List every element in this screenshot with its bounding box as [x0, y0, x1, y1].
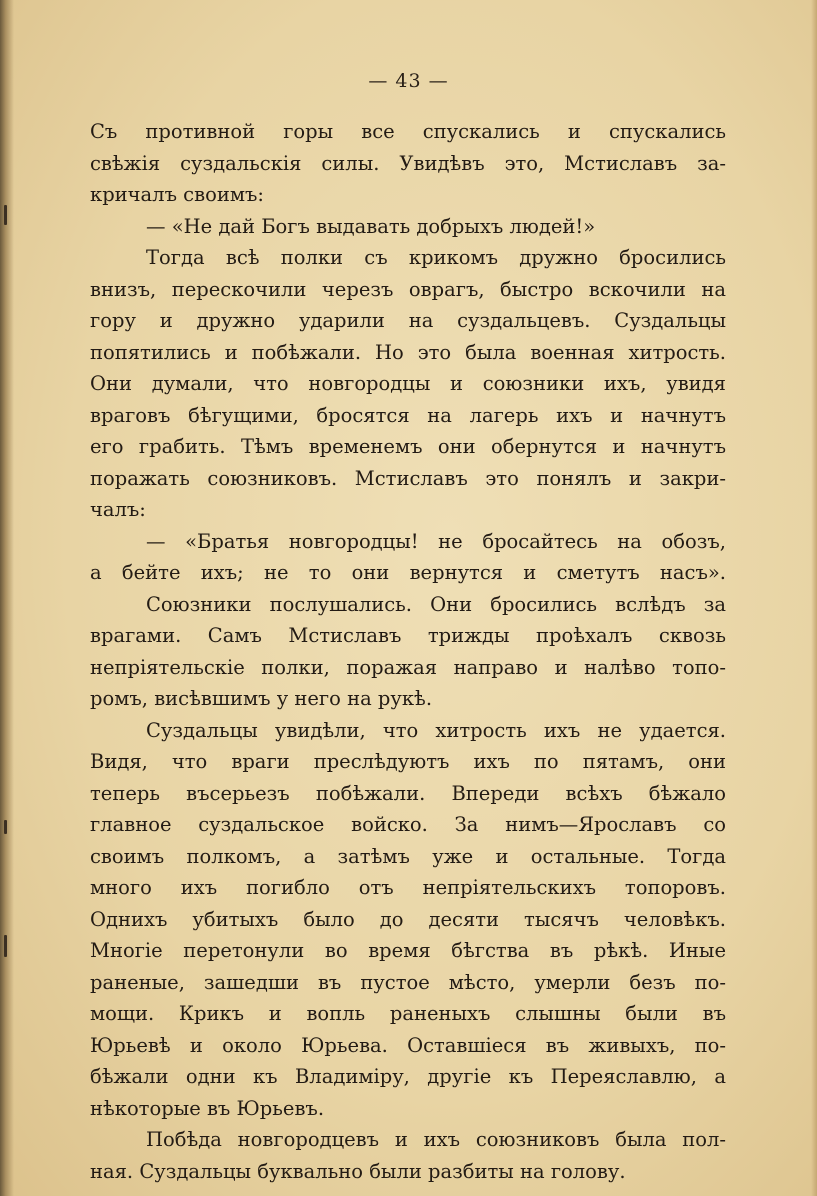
text-line: много ихъ погибло отъ непріятельскихъ топоровъ. [90, 876, 726, 899]
binding-shadow [0, 0, 14, 1196]
text-line: попятились и побѣжали. Но это была военная хитрость. [90, 340, 726, 364]
text-line: его грабить. Тѣмъ временемъ они обернутся и начнутъ [90, 435, 726, 458]
text-line: гору и дружно ударили на суздальцевъ. Суздальцы [90, 309, 726, 332]
text-line: а бейте ихъ; не то они вернутся и сметутъ насъ». [90, 561, 726, 584]
text-line: — «Братья новгородцы! не бросайтесь на обозъ, [146, 529, 726, 553]
text-line: Однихъ убитыхъ было до десяти тысячъ человѣкъ. [90, 907, 726, 931]
text-line: Тогда всѣ полки съ крикомъ дружно бросились [146, 246, 726, 269]
text-line: раненые, зашедши въ пустое мѣсто, умерли безъ по- [90, 970, 726, 994]
page-edge [811, 0, 817, 1196]
text-line: Юрьевѣ и около Юрьева. Оставшіеся въ живыхъ, по- [90, 1033, 726, 1057]
text-line: кричалъ своимъ: [90, 183, 264, 206]
margin-mark [4, 935, 7, 957]
text-line: Они думали, что новгородцы и союзники ихъ, увидя [90, 372, 726, 395]
text-line: главное суздальское войско. За нимъ—Ярославъ со [90, 813, 726, 836]
margin-mark [4, 205, 7, 225]
text-line: Побѣда новгородцевъ и ихъ союзниковъ была пол- [146, 1128, 726, 1151]
text-line: внизъ, перескочили черезъ оврагъ, быстро вскочили на [90, 277, 726, 301]
page-number: — 43 — [368, 70, 449, 92]
text-line: нѣкоторые въ Юрьевъ. [90, 1096, 325, 1120]
text-line: Многіе перетонули во время бѣгства въ рѣкѣ. Иные [90, 939, 726, 962]
text-line: непріятельскіе полки, поражая направо и налѣво топо- [90, 655, 726, 679]
text-line: теперь въсерьезъ побѣжали. Впереди всѣхъ бѣжало [90, 781, 726, 805]
text-line: врагами. Самъ Мстиславъ трижды проѣхалъ сквозь [90, 624, 726, 647]
text-line: ная. Суздальцы буквально были разбиты на голову. [90, 1159, 626, 1183]
text-line: ромъ, висѣвшимъ у него на рукѣ. [90, 687, 433, 710]
text-line: враговъ бѣгущими, бросятся на лагерь ихъ и начнутъ [90, 403, 726, 427]
text-line: своимъ полкомъ, а затѣмъ уже и остальные. Тогда [90, 844, 726, 868]
body-text [90, 116, 726, 1187]
text-line: поражать союзниковъ. Мстиславъ это понялъ и закри- [90, 466, 726, 490]
text-line: бѣжали одни къ Владиміру, другіе къ Переяславлю, а [90, 1065, 726, 1088]
text-line: чалъ: [90, 498, 146, 521]
text-line: — «Не дай Богъ выдавать добрыхъ людей!» [146, 214, 596, 238]
text-line: Съ противной горы все спускались и спускались [90, 120, 726, 143]
text-line: Союзники послушались. Они бросились вслѣдъ за [146, 592, 726, 616]
text-line: свѣжія суздальскія силы. Увидѣвъ это, Мстиславъ за- [90, 151, 726, 175]
margin-mark [4, 820, 7, 834]
text-line: мощи. Крикъ и вопль раненыхъ слышны были въ [90, 1002, 726, 1025]
text-line: Видя, что враги преслѣдуютъ ихъ по пятамъ, они [90, 750, 726, 773]
text-line: Суздальцы увидѣли, что хитрость ихъ не удается. [146, 718, 726, 742]
